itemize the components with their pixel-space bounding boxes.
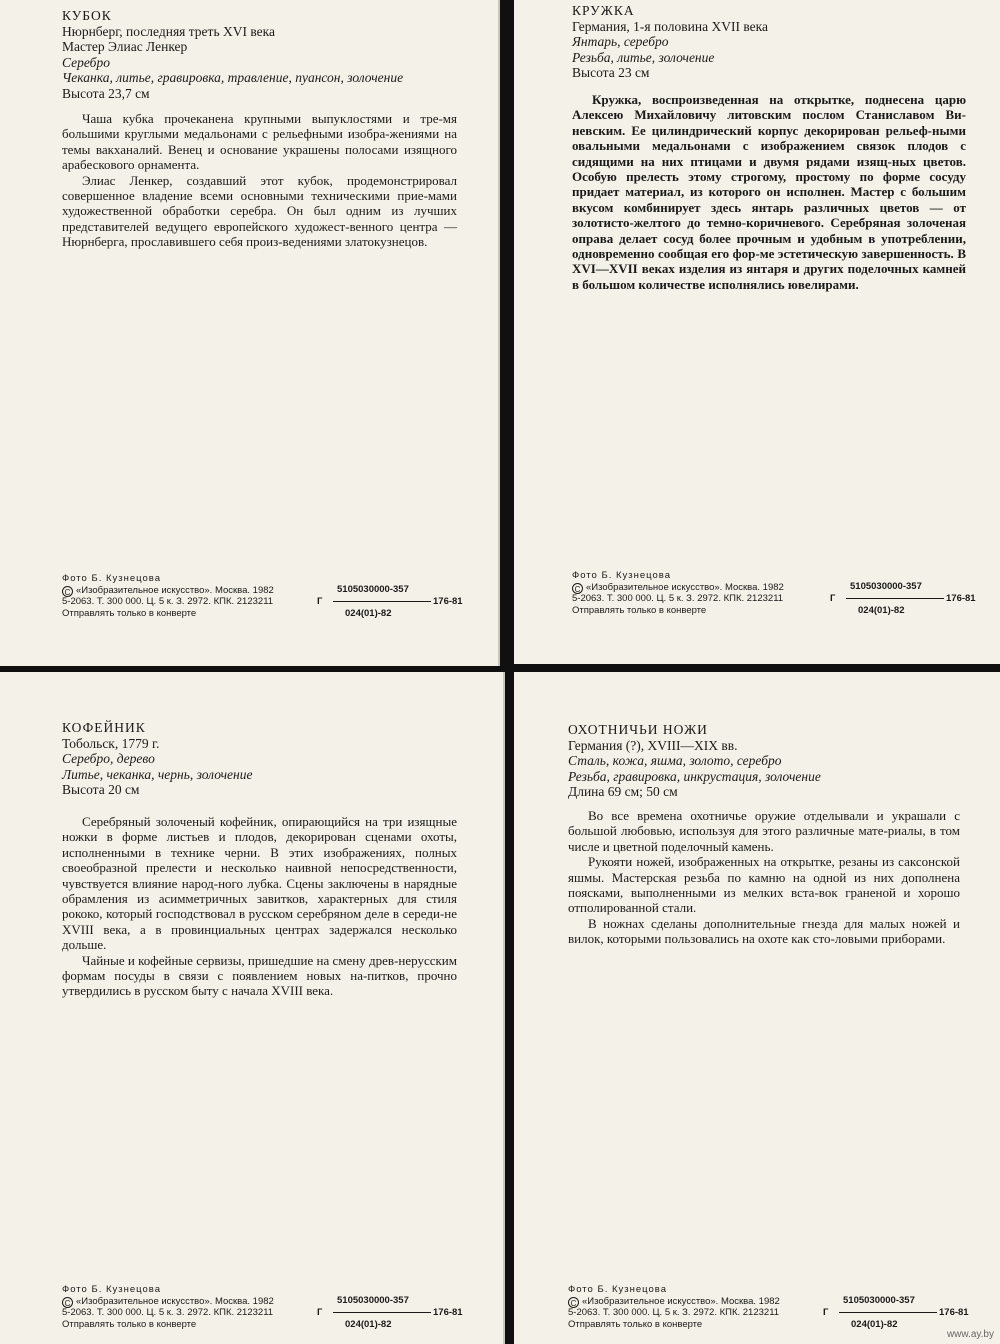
code-numerator: 5105030000-357 — [337, 584, 409, 595]
imprint-print-info: 5-2063. Т. 300 000. Ц. 5 к. З. 2972. КПК. 2123211 — [572, 593, 784, 604]
card-place-date: Тобольск, 1779 г. — [62, 735, 160, 751]
imprint-publisher: «Изобразительное искусство». Москва. 1982 — [586, 581, 784, 593]
card-material: Серебро — [62, 54, 110, 70]
postcard-kubok — [0, 0, 500, 666]
code-right: 176-81 — [433, 1307, 463, 1318]
catalog-code — [317, 584, 477, 620]
imprint-block — [62, 1284, 482, 1330]
card-master: Мастер Элиас Ленкер — [62, 39, 188, 54]
card-body — [568, 808, 960, 947]
card-header — [572, 3, 768, 81]
card-paragraph: В ножнах сделаны дополнительные гнезда для малых ножей и вилок, которыми пользовались на охоте как сто-ловыми приборами. — [568, 915, 960, 947]
code-denominator: 024(01)-82 — [851, 1319, 898, 1330]
imprint-publisher: «Изобразительное искусство». Москва. 1982 — [582, 1295, 780, 1307]
card-technique: Литье, чеканка, чернь, золочение — [62, 766, 253, 782]
code-letter: Г — [317, 596, 323, 607]
imprint-block — [572, 570, 992, 616]
card-paragraph: Кружка, воспроизведенная на открытке, поднесена царю Алексею Михайловичу литовским послом Станиславом Ви-невским. Ее цилиндрический корпус декорирован рельеф-ными овальными медальонами с изображением связок плодов с сидящими на них птицами и двумя рядами изящ-ных цветов. Особую прелесть этому строгому, простому по форме сосуду придает материал, из которого он исполнен. Мастер с большим вкусом комбинирует здесь янтарь различных цветов — от золотисто-желтого до темно-коричневого. Серебряная золоченая оправа делает сосуд более прочным и удобным в употреблении, одновременно сообщая его фор-ме эстетическую завершенность. В XVI—XVII веках изделия из янтаря и других поделочных камней в большом количестве исполнялись ювелирами. — [572, 92, 966, 292]
card-material: Сталь, кожа, яшма, золото, серебро — [568, 753, 782, 768]
catalog-code — [317, 1295, 477, 1331]
code-right: 176-81 — [433, 596, 463, 607]
code-numerator: 5105030000-357 — [337, 1295, 409, 1306]
imprint-photo: Фото Б. Кузнецова — [62, 573, 161, 584]
code-letter: Г — [823, 1307, 829, 1318]
code-fraction-line — [846, 598, 944, 599]
watermark: www.ay.by — [946, 1329, 994, 1340]
imprint-mail-note: Отправлять только в конверте — [572, 604, 707, 616]
imprint-print-info: 5-2063. Т. 300 000. Ц. 5 к. З. 2972. КПК. 2123211 — [62, 596, 274, 607]
card-material: Янтарь, серебро — [572, 34, 669, 49]
imprint-block — [568, 1284, 988, 1330]
imprint-mail-note: Отправлять только в конверте — [62, 1318, 197, 1330]
card-place-date: Германия (?), XVIII—XIX вв. — [568, 737, 738, 753]
copyright-icon: C — [572, 583, 583, 594]
code-fraction-line — [839, 1312, 937, 1313]
code-denominator: 024(01)-82 — [345, 1319, 392, 1330]
code-denominator: 024(01)-82 — [345, 608, 392, 619]
card-dimension: Высота 23 см — [572, 65, 650, 80]
card-material: Серебро, дерево — [62, 751, 155, 766]
card-title: КРУЖКА — [572, 3, 635, 18]
imprint-mail-note: Отправлять только в конверте — [62, 607, 197, 619]
card-body — [62, 814, 457, 999]
card-title: КОФЕЙНИК — [62, 720, 146, 735]
code-letter: Г — [317, 1307, 323, 1318]
card-dimension: Высота 23,7 см — [62, 85, 150, 101]
code-right: 176-81 — [939, 1307, 969, 1318]
imprint-print-info: 5-2063. Т. 300 000. Ц. 5 к. З. 2972. КПК. 2123211 — [568, 1307, 780, 1318]
card-paragraph: Рукояти ножей, изображенных на открытке, резаны из саксонской яшмы. Мастерская резьба по камню на одной из них дополнена поясками, выполненными из мелких вста-вок граненой и хорошо отполированной стали. — [568, 854, 960, 916]
card-place-date: Нюрнберг, последняя треть XVI века — [62, 23, 275, 39]
copyright-icon: C — [62, 1297, 73, 1308]
catalog-code — [823, 1295, 983, 1331]
code-fraction-line — [333, 1312, 431, 1313]
card-body — [572, 92, 966, 292]
imprint-photo: Фото Б. Кузнецова — [572, 570, 671, 581]
card-body — [62, 111, 457, 250]
imprint-photo: Фото Б. Кузнецова — [568, 1284, 667, 1295]
card-place-date: Германия, 1-я половина XVII века — [572, 18, 768, 34]
imprint-photo: Фото Б. Кузнецова — [62, 1284, 161, 1295]
card-dimension: Высота 20 см — [62, 782, 140, 797]
card-technique: Резьба, гравировка, инкрустация, золочение — [568, 768, 821, 784]
code-numerator: 5105030000-357 — [850, 581, 922, 592]
code-numerator: 5105030000-357 — [843, 1295, 915, 1306]
imprint-block — [62, 573, 482, 619]
code-right: 176-81 — [946, 593, 976, 604]
imprint-mail-note: Отправлять только в конверте — [568, 1318, 703, 1330]
card-header — [62, 8, 403, 101]
card-dimension: Длина 69 см; 50 см — [568, 784, 678, 799]
card-paragraph: Во все времена охотничье оружие отделывали и украшали с большой любовью, используя для этого различные мате-риалы, в том числе и цветной поделочный камень. — [568, 808, 960, 854]
imprint-publisher: «Изобразительное искусство». Москва. 1982 — [76, 1295, 274, 1307]
card-title: ОХОТНИЧЬИ НОЖИ — [568, 722, 708, 737]
card-header — [568, 722, 821, 800]
postcard-kofeynik — [0, 672, 505, 1344]
copyright-icon: C — [568, 1297, 579, 1308]
code-letter: Г — [830, 593, 836, 604]
catalog-code — [830, 581, 990, 617]
copyright-icon: C — [62, 586, 73, 597]
code-denominator: 024(01)-82 — [858, 605, 905, 616]
card-paragraph: Серебряный золоченый кофейник, опирающийся на три изящные ножки в форме листьев и плодов, декорирован сценами охоты, исполненными в технике черни. В этих изображениях, полных своеобразной прелести и несколько наивной непосредственности, чувствуется влияние народ-ного лубка. Сцены заключены в нарядные обрамления из асимметричных завитков, характерных для стиля рококо, который господствовал в русском серебряном деле в середи-не XVIII века, а в провинциальных центрах задержался несколько дольше. — [62, 814, 457, 953]
card-paragraph: Чаша кубка прочеканена крупными выпуклостями и тре-мя большими круглыми медальонами с рельефными изобра-жениями на темы вакханалий. Венец и основание украшены полосами изящного арабескового орнамента. — [62, 111, 457, 173]
postcard-okhotnichi-nozhi — [514, 672, 1000, 1344]
card-paragraph: Элиас Ленкер, создавший этот кубок, продемонстрировал совершенное владение всеми основными техническими прие-мами художественной обработки серебра. Он был одним из лучших представителей ведущего европейского художест-венного центра — Нюрнберга, прославившего себя произ-ведениями златокузнецов. — [62, 172, 457, 250]
postcard-kruzhka — [514, 0, 1000, 664]
card-technique: Резьба, литье, золочение — [572, 49, 715, 65]
card-title: КУБОК — [62, 8, 112, 23]
code-fraction-line — [333, 601, 431, 602]
imprint-print-info: 5-2063. Т. 300 000. Ц. 5 к. З. 2972. КПК. 2123211 — [62, 1307, 274, 1318]
imprint-publisher: «Изобразительное искусство». Москва. 1982 — [76, 584, 274, 596]
card-header — [62, 720, 252, 798]
card-technique: Чеканка, литье, гравировка, травление, пуансон, золочение — [62, 70, 404, 85]
card-paragraph: Чайные и кофейные сервизы, пришедшие на смену древ-нерусским формам посуды в связи с появлением новых на-питков, прочно утвердились в русском быту с начала XVIII века. — [62, 952, 457, 999]
